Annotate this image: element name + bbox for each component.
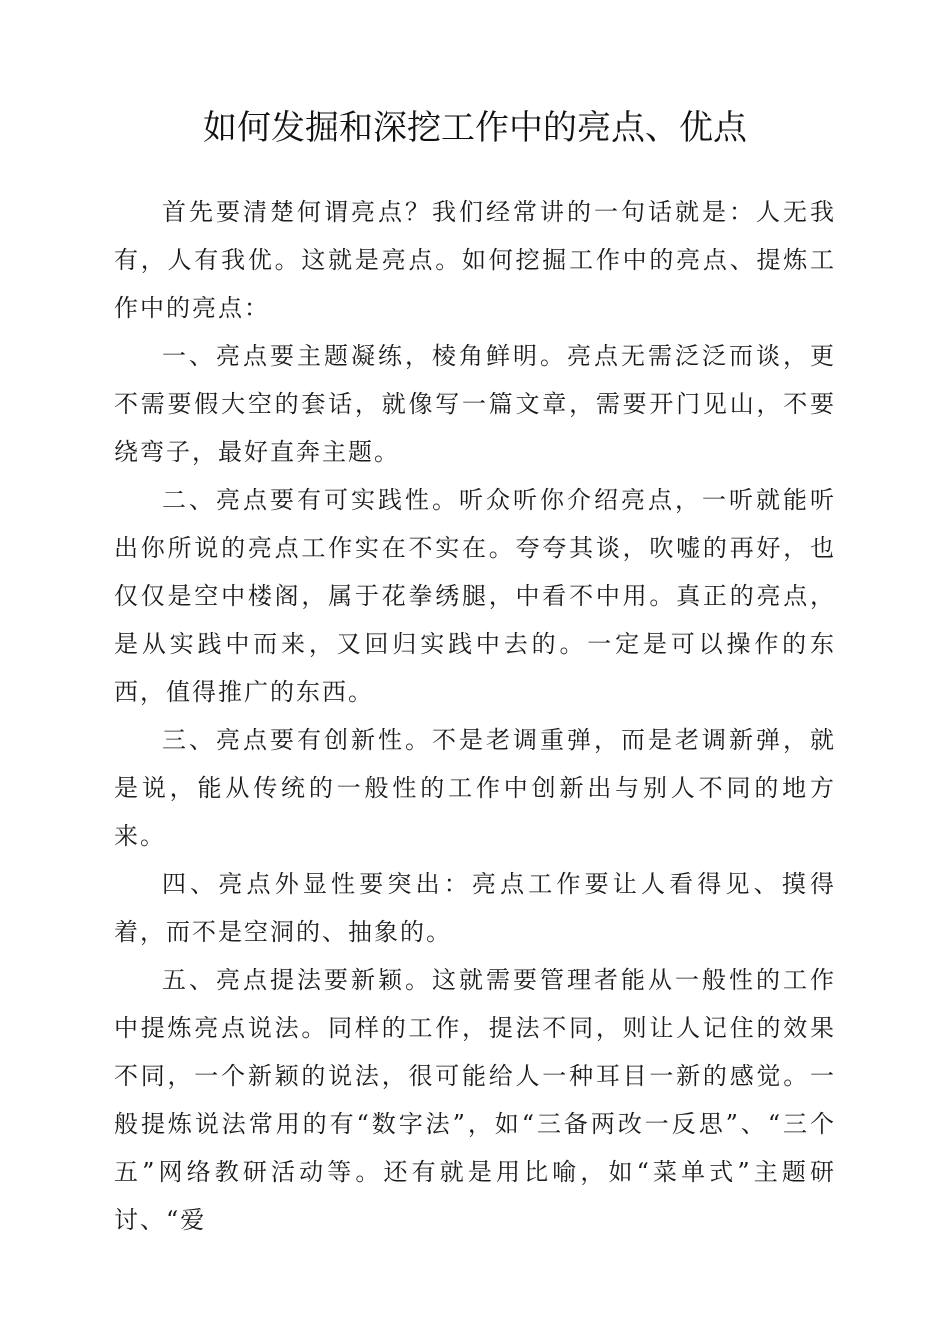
paragraph-point-5: 五、亮点提法要新颖。这就需要管理者能从一般性的工作中提炼亮点说法。同样的工作，提法不同，则让人记住的效果不同，一个新颖的说法，很可能给人一种耳目一新的感觉。一般提炼说法常用的有“数字法”，如“三备两改一反思”、“三个五”网络教研活动等。还有就是用比喻，如“菜单式”主题研讨、“爱 — [114, 966, 836, 1234]
paragraph-point-1: 一、亮点要主题凝练，棱角鲜明。亮点无需泛泛而谈，更不需要假大空的套话，就像写一篇文章，需要开门见山，不要绕弯子，最好直奔主题。 — [114, 342, 836, 466]
paragraph-point-4: 四、亮点外显性要突出：亮点工作要让人看得见、摸得着，而不是空洞的、抽象的。 — [114, 870, 836, 946]
paragraph-point-2: 二、亮点要有可实践性。听众听你介绍亮点，一听就能听出你所说的亮点工作实在不实在。夸夸其谈，吹嘘的再好，也仅仅是空中楼阁，属于花拳绣腿，中看不中用。真正的亮点，是从实践中而来，又回归实践中去的。一定是可以操作的东西，值得推广的东西。 — [114, 486, 836, 706]
document-title: 如何发掘和深挖工作中的亮点、优点 — [203, 108, 747, 148]
paragraph-intro: 首先要清楚何谓亮点？我们经常讲的一句话就是：人无我有，人有我优。这就是亮点。如何挖掘工作中的亮点、提炼工作中的亮点： — [114, 198, 836, 322]
paragraph-point-3: 三、亮点要有创新性。不是老调重弹，而是老调新弹，就是说，能从传统的一般性的工作中创新出与别人不同的地方来。 — [114, 726, 836, 850]
document-body — [114, 188, 836, 1244]
